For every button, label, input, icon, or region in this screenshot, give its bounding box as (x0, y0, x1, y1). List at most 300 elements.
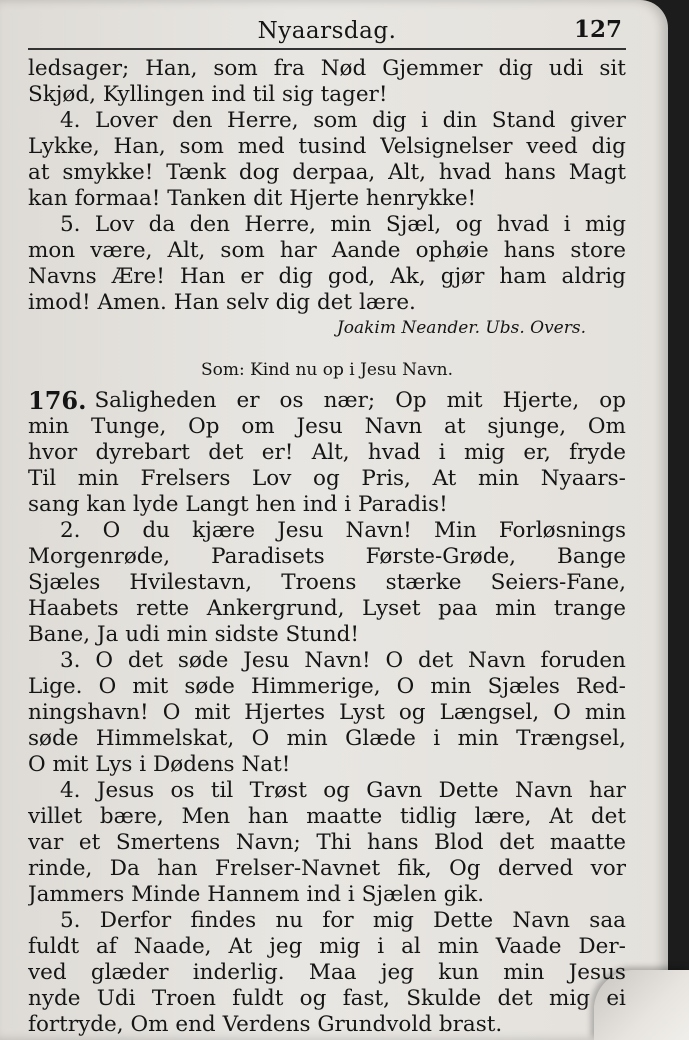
word: og (313, 466, 340, 491)
word: fast, (342, 986, 390, 1011)
word: ham (499, 264, 547, 289)
word: maatte (549, 830, 626, 855)
text-line (28, 986, 626, 1012)
word: Paradisets (211, 544, 325, 569)
word: Jesu (277, 518, 324, 543)
word: Om (587, 414, 626, 439)
word: Langt (185, 492, 249, 517)
word: Bange (557, 544, 626, 569)
word: Første-Grøde, (365, 544, 517, 569)
word: Han, (145, 56, 198, 81)
word: søde (177, 648, 229, 673)
word: Frelser-Navnet (215, 856, 381, 881)
word: nyde (28, 986, 81, 1011)
previous-hymn-text (28, 56, 626, 340)
word: min (477, 466, 520, 491)
word: det (316, 290, 353, 315)
word: om (241, 414, 275, 439)
word: hans (504, 160, 556, 185)
word: din (442, 108, 478, 133)
word: os (279, 388, 304, 413)
word: lyde (132, 492, 179, 517)
word: Dødens (153, 752, 235, 777)
text-line (28, 264, 626, 290)
word: Himmerige, (250, 674, 381, 699)
word: 5. (60, 212, 81, 237)
word: dig (275, 290, 311, 315)
word: dog (238, 160, 280, 185)
text-line (28, 778, 626, 804)
word: aldrig (561, 264, 626, 289)
word: søde (184, 674, 235, 699)
text-line (28, 160, 626, 186)
text-line (28, 440, 626, 466)
text-line (28, 518, 626, 544)
text-line (28, 648, 626, 674)
text-line (28, 108, 626, 134)
word: min (495, 596, 537, 621)
text-line (28, 134, 626, 160)
word: at (444, 414, 466, 439)
word: Lige. (28, 674, 83, 699)
tune-reference: Som: Kind nu op i Jesu Navn. (200, 360, 454, 380)
word: ledsager; (28, 56, 130, 81)
word: Han (179, 264, 226, 289)
word: i (563, 212, 571, 237)
word: Lyset (362, 596, 421, 621)
word: som (313, 108, 358, 133)
word: jeg (269, 934, 303, 959)
word: fuldt (28, 934, 80, 959)
word: Nyaars- (540, 466, 626, 491)
text-line (28, 466, 626, 492)
text-line (28, 212, 626, 238)
word: Ak, (390, 264, 426, 289)
word: Og (449, 856, 481, 881)
page-content (28, 12, 626, 1038)
word: store (570, 238, 626, 263)
word: smykke! (62, 160, 154, 185)
word: at (28, 160, 50, 185)
word: i (377, 934, 385, 959)
word: gik. (443, 882, 485, 907)
word: Navns (28, 264, 97, 289)
word: Forløsnings (498, 518, 626, 543)
word: fuldt (232, 986, 284, 1011)
word: O (553, 700, 571, 725)
word: derved (497, 856, 574, 881)
word: Saligheden (94, 388, 217, 413)
word: lære. (358, 290, 416, 315)
word: kun (438, 960, 479, 985)
word: stærke (385, 570, 462, 595)
word: Skulde (406, 986, 482, 1011)
word: mit (52, 752, 89, 777)
word: Bane, (28, 622, 91, 647)
word: Lover (95, 108, 158, 133)
word: Sjælen (361, 882, 437, 907)
word: hvad (438, 160, 492, 185)
word: Stund! (285, 622, 360, 647)
word: det (590, 804, 626, 829)
word: Naade, (133, 934, 212, 959)
word: min (503, 960, 545, 985)
word: han (247, 804, 289, 829)
word: Trøst (249, 778, 307, 803)
word: Troen (151, 986, 216, 1011)
word: Sjæles (28, 570, 101, 595)
word: rette (136, 596, 190, 621)
word: Alt, (388, 160, 426, 185)
word: 2. (60, 518, 81, 543)
word: Lykke, (28, 134, 100, 159)
word: Han (173, 290, 220, 315)
word: dig (372, 108, 407, 133)
word: ophøie (415, 238, 489, 263)
word: trange (553, 596, 626, 621)
text-line (28, 622, 626, 648)
word: hvad (496, 212, 550, 237)
word: Navn (468, 648, 526, 673)
word: ind (306, 882, 341, 907)
word: Dette (433, 908, 494, 933)
text-line (28, 830, 626, 856)
word: og (323, 778, 350, 803)
word: Navn (364, 414, 423, 439)
text-line (94, 388, 626, 414)
word: foruden (540, 648, 626, 673)
word: søde (28, 726, 79, 751)
word: lære, (474, 804, 532, 829)
hymn-attribution: Joakim Neander. Ubs. Overs. (336, 318, 586, 338)
word: Til (28, 466, 57, 491)
text-line (28, 56, 626, 82)
word: ind (302, 492, 338, 517)
word: nær; (323, 388, 376, 413)
running-title: Nyaarsdag. (257, 18, 397, 44)
word: da (148, 212, 176, 237)
word: Tænk (166, 160, 226, 185)
word: derpaa, (292, 160, 376, 185)
text-line (28, 492, 626, 518)
word: brast. (438, 1012, 503, 1037)
page-number: 127 (573, 16, 622, 43)
word: Hjerte (289, 186, 360, 211)
text-line (28, 596, 626, 622)
text-line (28, 290, 626, 316)
word: mig (463, 440, 506, 465)
word: paa (438, 596, 478, 621)
word: O (396, 674, 415, 699)
text-line (28, 960, 626, 986)
word: ei (606, 986, 626, 1011)
word: Red- (576, 674, 626, 699)
word: hen (255, 492, 296, 517)
word: min (28, 414, 70, 439)
word: hvad (367, 440, 421, 465)
word: Minde (131, 882, 201, 907)
word: Paradis! (357, 492, 448, 517)
word: Stand (491, 108, 556, 133)
word: Op (188, 414, 220, 439)
word: 3. (60, 648, 81, 673)
word: i (344, 492, 352, 517)
word: sit (599, 56, 626, 81)
word: Ære! (111, 264, 165, 289)
word: er (240, 264, 264, 289)
word: Hannem (207, 882, 300, 907)
word: det (127, 648, 164, 673)
text-line (28, 882, 626, 908)
word: Jesu (296, 414, 343, 439)
word: mon (28, 238, 76, 263)
word: findes (190, 908, 257, 933)
word: Om (130, 1012, 169, 1037)
text-line (28, 934, 626, 960)
word: O (28, 752, 46, 777)
word: Dette (438, 778, 499, 803)
word: sjunge, (487, 414, 567, 439)
word: Grundvold (317, 1012, 432, 1037)
word: som (220, 238, 265, 263)
word: det (418, 648, 454, 673)
hymn-first-line (28, 388, 626, 414)
word: Jammers (28, 882, 125, 907)
text-line (28, 700, 626, 726)
text-line (28, 414, 626, 440)
word: Navn; (235, 830, 301, 855)
word: sidste (214, 622, 279, 647)
word: Nød (320, 56, 367, 81)
word: al (401, 934, 421, 959)
word: O (251, 726, 270, 751)
word: et (78, 830, 101, 855)
word: var (28, 830, 64, 855)
word: til (252, 82, 276, 107)
word: At (549, 804, 574, 829)
word: mit (194, 700, 231, 725)
word: Hjertes (244, 700, 326, 725)
word: fryde (569, 440, 626, 465)
text-line (28, 674, 626, 700)
word: Himmelskat, (95, 726, 235, 751)
word: du (142, 518, 171, 543)
word: har (588, 778, 626, 803)
word: O (162, 700, 181, 725)
text-line (28, 238, 626, 264)
word: er, (523, 440, 551, 465)
word: Navn (512, 908, 571, 933)
word: Gavn (366, 778, 423, 803)
word: inderlig. (192, 960, 285, 985)
word: udi (125, 622, 160, 647)
word: saa (589, 908, 626, 933)
word: Troens (281, 570, 357, 595)
word: Derfor (99, 908, 172, 933)
word: som (213, 56, 258, 81)
word: Maa (308, 960, 357, 985)
word: og (455, 212, 483, 237)
word: Hvilestavn, (129, 570, 253, 595)
word: kan (86, 492, 127, 517)
text-line (28, 82, 626, 108)
word: ind (211, 82, 246, 107)
word: gjør (440, 264, 485, 289)
word: Glæde (345, 726, 416, 751)
word: min (77, 466, 119, 491)
word: hans (503, 238, 556, 263)
text-line (28, 856, 626, 882)
word: Nat! (241, 752, 291, 777)
word: maatte (306, 804, 383, 829)
word: mig (584, 212, 626, 237)
hymn-number: 176. (28, 388, 87, 414)
text-line (28, 908, 626, 934)
text-line (28, 726, 626, 752)
word: glæder (90, 960, 169, 985)
word: nu (275, 908, 304, 933)
word: min (437, 934, 479, 959)
word: det (499, 830, 535, 855)
word: i (438, 440, 446, 465)
word: i (139, 752, 147, 777)
word: Alt, (311, 440, 350, 465)
word: O (98, 674, 117, 699)
word: dig (498, 56, 533, 81)
word: At (432, 466, 457, 491)
word: mig (319, 934, 361, 959)
word: op (599, 388, 626, 413)
word: Min (433, 518, 477, 543)
word: Ankergrund, (206, 596, 345, 621)
word: Der- (578, 934, 626, 959)
word: og (299, 986, 327, 1011)
word: sang (28, 492, 80, 517)
word: Tanken (167, 186, 247, 211)
word: rinde, (28, 856, 93, 881)
word: Navn! (345, 518, 412, 543)
word: Hjerte, (502, 388, 580, 413)
word: af (96, 934, 117, 959)
word: er! (261, 440, 294, 465)
word: Kyllingen (102, 82, 205, 107)
word: Herre, (244, 212, 316, 237)
word: sig (282, 82, 314, 107)
word: O (95, 648, 114, 673)
word: Blod (434, 830, 484, 855)
word: Thi (316, 830, 352, 855)
word: fik, (397, 856, 432, 881)
word: Gjemmer (382, 56, 483, 81)
word: henrykke! (365, 186, 477, 211)
word: Lov (94, 212, 135, 237)
word: Navn! (304, 648, 371, 673)
word: formaa! (74, 186, 161, 211)
word: Da (109, 856, 140, 881)
word: den (172, 108, 213, 133)
text-line (28, 752, 626, 778)
word: Frelsers (140, 466, 231, 491)
word: Men (181, 804, 231, 829)
word: O (102, 518, 121, 543)
word: dig (278, 264, 313, 289)
word: 4. (60, 108, 81, 133)
word: Verdens (222, 1012, 311, 1037)
word: i (421, 108, 429, 133)
word: mig (372, 908, 414, 933)
word: Pris, (361, 466, 411, 491)
word: os (170, 778, 195, 803)
word: er (236, 388, 260, 413)
word: kjære (192, 518, 256, 543)
word: Ja (96, 622, 119, 647)
word: selv (226, 290, 269, 315)
word: Haabets (28, 596, 119, 621)
word: min (584, 700, 626, 725)
word: imod! (28, 290, 91, 315)
word: Udi (96, 986, 136, 1011)
word: At (228, 934, 253, 959)
word: Jesus (568, 960, 626, 985)
word: Han, (113, 134, 166, 159)
word: i (433, 726, 441, 751)
word: ved (28, 960, 67, 985)
word: tusind (298, 134, 367, 159)
word: kan (28, 186, 68, 211)
word: Lov (252, 466, 292, 491)
word: dit (253, 186, 283, 211)
text-line (28, 544, 626, 570)
word: være, (90, 238, 153, 263)
text-line (28, 1012, 626, 1038)
word: mit (446, 388, 483, 413)
word: som (179, 134, 224, 159)
word: tidlig (400, 804, 457, 829)
word: tager! (320, 82, 388, 107)
word: giver (570, 108, 626, 133)
word: for (322, 908, 354, 933)
word: Op (395, 388, 427, 413)
word: Amen. (97, 290, 167, 315)
text-line (28, 570, 626, 596)
word: hvor (28, 440, 78, 465)
word: veed (526, 134, 578, 159)
word: Morgenrøde, (28, 544, 171, 569)
word: Velsignelser (380, 134, 513, 159)
word: og (398, 700, 426, 725)
word: Jesu (243, 648, 290, 673)
word: Lyst (339, 700, 385, 725)
word: den (189, 212, 230, 237)
text-line (28, 186, 626, 212)
word: dyrebart (95, 440, 190, 465)
word: min (430, 674, 472, 699)
word: jeg (380, 960, 414, 985)
word: villet (28, 804, 83, 829)
word: udi (548, 56, 584, 81)
word: Aande (331, 238, 401, 263)
word: mig (548, 986, 591, 1011)
hymn-176-text (28, 388, 626, 1038)
word: mit (132, 674, 169, 699)
word: Navn (514, 778, 573, 803)
word: Smertens (115, 830, 221, 855)
word: Vaade (495, 934, 562, 959)
word: 4. (60, 778, 81, 803)
word: Magt (568, 160, 626, 185)
word: Sjæl, (385, 212, 442, 237)
word: 5. (60, 908, 81, 933)
